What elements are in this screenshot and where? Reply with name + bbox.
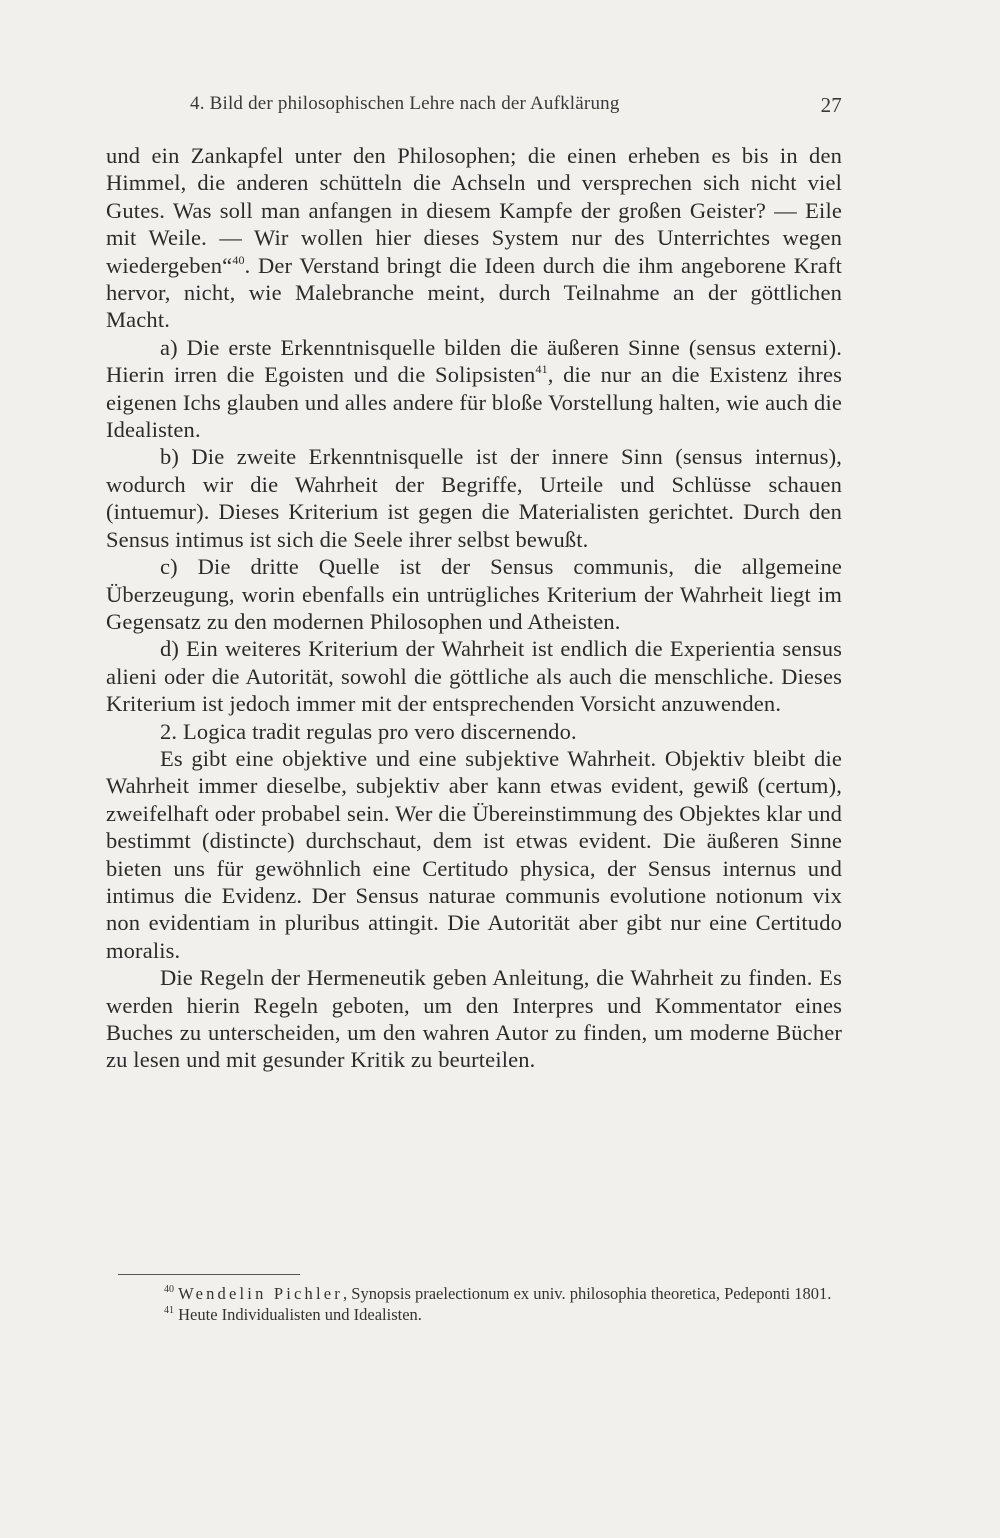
paragraph-hermeneutics: Die Regeln der Hermeneutik geben Anleitung, die Wahrheit zu finden. Es werden hierin Regeln geboten, um den Interpres und Kommentator eines Buches zu unterscheiden, um den wahren Autor zu finden, um moderne Bücher zu lesen und mit gesunder Kritik zu beurteilen. xyxy=(106,965,842,1073)
paragraph-c: c) Die dritte Quelle ist der Sensus communis, die allgemeine Überzeugung, worin ebenfalls ein untrügliches Kriterium der Wahrheit liegt im Gegensatz zu den modernen Philosophen und Atheisten. xyxy=(106,554,842,634)
paragraph-d: d) Ein weiteres Kriterium der Wahrheit ist endlich die Experientia sensus alieni oder die Autorität, sowohl die göttliche als auch die menschliche. Dieses Kriterium ist jedoch immer mit der entsprechenden Vorsicht anzuwenden. xyxy=(106,636,842,717)
footnote-author: Wendelin Pichler xyxy=(178,1284,344,1303)
page-number: 27 xyxy=(820,93,842,117)
paragraph-intro-text: und ein Zankapfel unter den Philosophen; die einen erheben es bis in den Himmel, die anderen schütteln die Achseln und versprechen sich nicht viel Gutes. Was soll man anfangen in diesem Kampfe der großen Geister? — Eile mit Weile. — Wir wollen hier dieses System nur des Unterrichtes wegen wiedergeben“ xyxy=(106,143,842,278)
paragraph-a-text-cont: , die nur an die Existenz ihres eigenen Ichs glauben und alles andere für bloße Vorstellung halten, wie auch die Idealisten. xyxy=(106,362,842,443)
running-title: 4. Bild der philosophischen Lehre nach der Aufklärung xyxy=(190,93,620,114)
footnote-text: Heute Individualisten und Idealisten. xyxy=(178,1305,422,1324)
paragraph-intro xyxy=(106,142,842,334)
footnote-ref-41: 41 xyxy=(535,362,548,377)
footnote-text: , Synopsis praelectionum ex univ. philosophia theoretica, Pedeponti 1801. xyxy=(343,1284,832,1303)
footnote-40 xyxy=(118,1283,842,1304)
paragraph-a-text: a) Die erste Erkenntnisquelle bilden die äußeren Sinne (sensus externi). Hierin irren die Egoisten und die Solipsisten xyxy=(106,334,842,388)
body-text xyxy=(106,142,842,1074)
running-header xyxy=(190,93,842,123)
footnote-divider xyxy=(118,1274,300,1275)
footnote-number: 40 xyxy=(164,1284,174,1295)
paragraph-truth: Es gibt eine objektive und eine subjektive Wahrheit. Objektiv bleibt die Wahrheit immer dieselbe, subjektiv aber kann etwas evident, gewiß (certum), zweifelhaft oder probabel sein. Wer die Übereinstimmung des Objektes klar und bestimmt (distincte) durchschaut, dem ist etwas evident. Die äußeren Sinne bieten uns für gewöhnlich eine Certitudo physica, der Sensus internus und intimus die Evidenz. Der Sensus naturae communis evolutione notionum vix non evidentiam in pluribus attingit. Die Autorität aber gibt nur eine Certitudo moralis. xyxy=(106,745,842,963)
section-heading-2: 2. Logica tradit regulas pro vero discernendo. xyxy=(160,718,577,744)
paragraph-b: b) Die zweite Erkenntnisquelle ist der innere Sinn (sensus internus), wodurch wir die Wahrheit der Begriffe, Urteile und Schlüsse schauen (intuemur). Dieses Kriterium ist gegen die Materialisten gerichtet. Durch den Sensus intimus ist sich die Seele ihrer selbst bewußt. xyxy=(106,444,842,552)
footnotes xyxy=(118,1283,842,1325)
footnote-ref-40: 40 xyxy=(232,252,245,267)
footnote-41 xyxy=(118,1304,842,1325)
paragraph-intro-text-cont: . Der Verstand bringt die Ideen durch die ihm angeborene Kraft hervor, nicht, wie Malebranche meint, durch Teilnahme an der göttlichen Macht. xyxy=(106,252,842,333)
paragraph-a xyxy=(106,334,842,444)
footnote-number: 41 xyxy=(164,1305,174,1316)
